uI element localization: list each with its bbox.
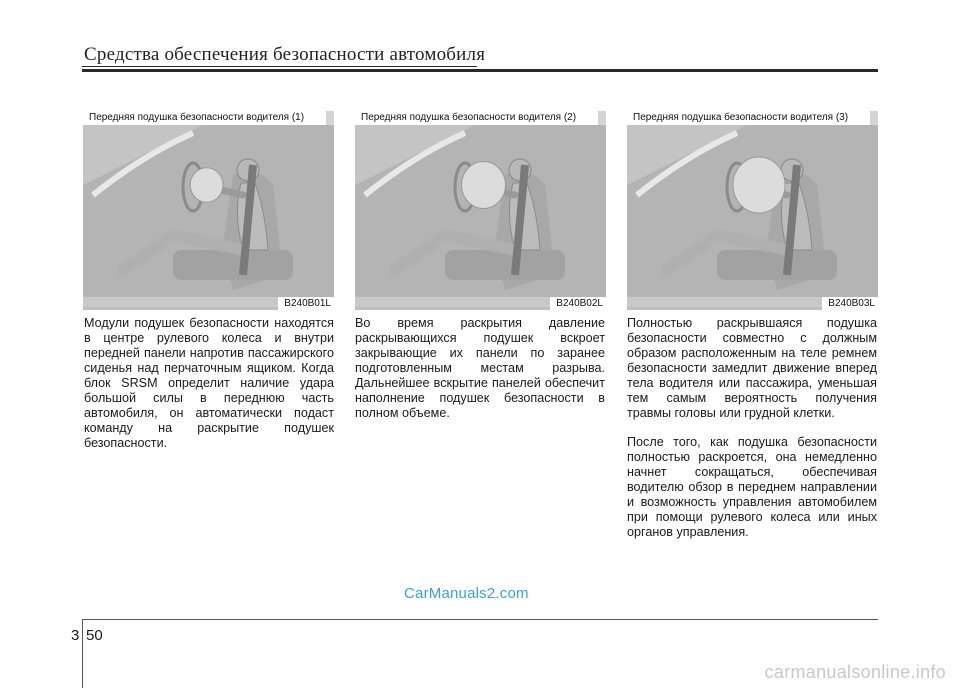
airbag xyxy=(190,168,223,202)
column-text-1 xyxy=(84,316,334,465)
column-text-3 xyxy=(627,316,877,554)
airbag xyxy=(462,162,506,209)
footer-rule xyxy=(82,619,878,620)
airbag xyxy=(733,157,785,213)
paragraph: Полностью раскрывшаяся подушка безопасности совместно с должным образом расположенным на теле ремнем безопасности замедлит движение вперед тела водителя или пассажира, уменьшая тем самым вероятность получения травмы головы или грудной клетки. xyxy=(627,316,877,420)
header-rule xyxy=(82,69,878,72)
figure-1 xyxy=(83,111,334,310)
figure-3 xyxy=(627,111,878,310)
figure-caption: Передняя подушка безопасности водителя (3) xyxy=(627,111,878,125)
figure-code: B240B01L xyxy=(278,297,334,310)
page-divider xyxy=(82,620,83,688)
figure-caption: Передняя подушка безопасности водителя (1) xyxy=(83,111,334,125)
page-number: 50 xyxy=(86,627,103,644)
figure-code: B240B02L xyxy=(550,297,606,310)
seat-cushion xyxy=(445,250,565,280)
paragraph: Во время раскрытия давление раскрывающихся подушек вскроет закрывающие их панели по заранее подготовленным местам разрыва. Дальнейшее вскрытие панелей обеспечит наполнение подушек безопасности в полном объеме. xyxy=(355,316,605,420)
section-number: 3 xyxy=(71,627,80,644)
airbag-illustration xyxy=(83,125,334,297)
caption-strip xyxy=(870,111,878,125)
airbag-illustration xyxy=(627,125,878,297)
seat-cushion xyxy=(717,250,837,280)
figure-2 xyxy=(355,111,606,310)
paragraph: После того, как подушка безопасности полностью раскроется, она немедленно начнет сокращаться, обеспечивая водителю обзор в переднем направлении и возможность управления автомобилем при помощи рулевого колеса или иных органов управления. xyxy=(627,435,877,539)
page-title: Средства обеспечения безопасности автомобиля xyxy=(84,44,486,65)
caption-strip xyxy=(326,111,334,125)
column-text-2 xyxy=(355,316,605,435)
paragraph: Модули подушек безопасности находятся в центре рулевого колеса и внутри передней панели напротив пассажирского сиденья над перчаточным ящиком. Когда блок SRSM определит наличие удара большой силы в переднюю часть автомобиля, он автоматически подаст команду на раскрытие подушек безопасности. xyxy=(84,316,334,450)
seat-cushion xyxy=(173,250,293,280)
site-watermark: carmanualsonline.info xyxy=(764,662,946,682)
watermark-link[interactable]: CarManuals2.com xyxy=(404,585,529,602)
header-rule-thin xyxy=(82,66,477,67)
airbag-illustration xyxy=(355,125,606,297)
figure-code: B240B03L xyxy=(822,297,878,310)
figure-caption: Передняя подушка безопасности водителя (2) xyxy=(355,111,606,125)
caption-strip xyxy=(598,111,606,125)
